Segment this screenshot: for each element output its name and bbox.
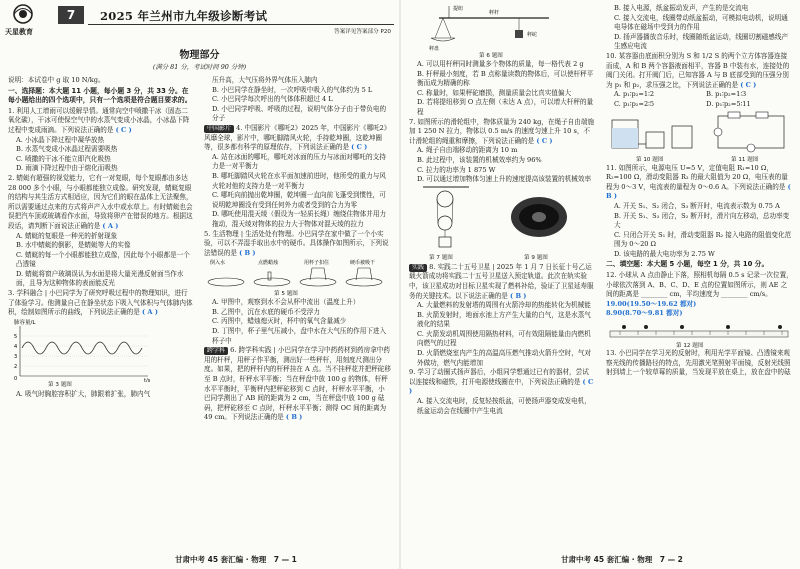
right-column-2 xyxy=(606,4,793,378)
option: B. 开关 S₁、S₃ 闭合，S₂ 断开时，滑片向左移动，总功率变大 xyxy=(614,211,790,230)
question-11-stem: 11. 如图所示，电源电压 U=5 V，定值电阻 R₁=10 Ω，R₂=100 Ω，滑动变阻器 R₃ 的最大阻值为 20 Ω，电压表的量程为 0～3 V，电流表的量程为 0～0.6 A。下列说法正确的是 ( B ) xyxy=(606,163,791,201)
answer-reference: 答案详见答案部分 P20 xyxy=(333,29,391,35)
footer-title: 甘肃中考 45 套汇编 · 物理 xyxy=(561,555,653,564)
figures-7-9 xyxy=(409,185,595,263)
option: C. 小巴同学每次呼出的气体体积超过 4 L xyxy=(212,95,333,104)
figure-5-caption: 第 5 题图 xyxy=(274,291,298,298)
question-4-stem: 中国影片 4. 中国影片《哪吒2》2025 年，中国影片《哪吒2》风靡全球，影片中，哪吒脚踏风火轮，手持乾坤圈，这乾坤圈等，很多都有科学的原理依存，下列说法正确的是 ( C ) xyxy=(204,123,391,152)
question-5 xyxy=(204,230,391,347)
option: C. 接入交流电，线圈带动纸盆振动，可模拟电动机，说明通电导体在磁场中受到力的作用 xyxy=(614,13,788,32)
containers-and-circuit-figure xyxy=(606,110,792,154)
option: C. 喷撒的干冰不能立即汽化吸热 xyxy=(16,154,111,163)
brand-name: 天星教育 xyxy=(5,28,33,36)
option: D. 可以通过增加物体匀速上升的速度提高该装置的机械效率 xyxy=(417,175,592,184)
question-6-stem: 跨学科 6. 跨学科实践 | 小巴同学在学习中药药材到药房拿中药用的杆秤，用秤子作平衡，测出好一些秤杆，用刻度尺测出分度。如果，把的秤杆内的杆秤挂在 A 点。当不挂秤花并把秤砣移至 B 点时，杆秤水平平衡；当在秤盘中放 100 g 的物体，杆秤水平平衡时，平衡秤内把秤砣移到 C 点时，杆秤水平平衡，小巴同学测出了 AB 间的距离为 2 cm，当在秤盘中放 100 g 砝码，把秤砣移至 C 点时，杆秤水平平衡；测得 OC 间的距离为 49 cm。下列说法正确的是 ( B ) xyxy=(204,346,391,422)
option: B. 接入电源，纸盆振动发声，产生的是交流电 xyxy=(614,4,749,12)
answer-4: C xyxy=(356,143,362,152)
figure-label: 秤杆 xyxy=(489,10,500,16)
page-left xyxy=(0,0,399,569)
question-12 xyxy=(606,271,793,349)
right-column-1 xyxy=(409,4,595,416)
option: D. 哪吒使用混天绫（假设为一轻质长绳）缠绕住物体并用力拖动，混天绫对物体的拉力大于物体对混天绫的拉力 xyxy=(212,210,387,228)
option: B. 水中蜻蜓的倒影，是蜻蜓等大的实像 xyxy=(16,241,131,250)
option: A. 吸气时胸腔容积扩大，肺跟着扩张，肺内气 xyxy=(16,389,151,398)
question-13-stem: 13. 小巴同学在学习光的反射时，利用光学平面镜、凸透镜来观察光线的传播路径的特点，先用激光笔照射平面镜，反射光线照射到墙上一个较草莓的质量，当发现平放在桌上，放在盘中的砝 xyxy=(606,349,791,377)
question-3 xyxy=(8,289,194,399)
figure-label: 提纽 xyxy=(453,6,464,12)
option: B. 火箭发射时，地面水池上方产生大量的白气，这是水蒸气液化的结果 xyxy=(417,310,591,329)
question-11 xyxy=(606,164,793,260)
tick-label: t/s xyxy=(144,377,151,382)
option: A. 可以用杆秤同时测量多个物体的质量，每一格代表 2 g xyxy=(417,60,584,68)
page-number: 7 — 2 xyxy=(659,555,683,564)
answer-8: B xyxy=(515,291,522,300)
question-8 xyxy=(409,263,595,369)
option: D. 该电路的最大电功率为 2.75 W xyxy=(614,249,715,258)
tick-label: 5 xyxy=(14,333,18,340)
logo-icon xyxy=(8,3,38,25)
option: A. 绳子自由端移动的距离为 10 m xyxy=(417,146,518,155)
option-continued: 压升高，大气压将外界气体压入肺内 xyxy=(212,76,318,84)
answer-7: C xyxy=(541,136,548,145)
left-column-2 xyxy=(204,76,391,423)
option: B. 水蒸气变成小冰晶过程需要吸热 xyxy=(16,145,118,154)
figure-7-caption: 第 7 题图 xyxy=(429,254,453,261)
option: C. 丙图中，蜡烛熄灭时，杯中的氧气含量减少 xyxy=(212,317,347,326)
option: C. p₁∶p₂=2∶5 xyxy=(614,99,655,108)
figure-6-caption: 第 6 题图 xyxy=(479,53,503,59)
figure-label: 秤砣 xyxy=(527,32,538,38)
figure-3-caption: 第 3 题图 xyxy=(48,381,72,388)
question-8-stem: 实践 8. 实践二十五号卫星 | 2025 年 1 月 7 日长征十号乙运载火箭成功将实践二十五号卫星送入预定轨道。此次在轨实验中，该卫星成功对目标卫星实现了燃料补给，验证了卫星延寿服务的关键技术。以下说法正确的是 ( B ) xyxy=(409,262,594,300)
question-6 xyxy=(204,346,391,423)
tick-label: 4 xyxy=(14,343,18,350)
option: A. 接入交流电时，反复轻按纸盆，可使扬声器变成发电机，纸盆运动会在线圈中产生电流 xyxy=(417,397,591,415)
question-5-stem: 5. 生活物理 | 生活处处有物理。小巴同学在家中做了一个小实验，可以不弄湿手取出水中的硬币。具体操作如图所示，下列说法错误的是 ( B ) xyxy=(204,229,389,257)
figure-label: 用杯子扣住 xyxy=(304,260,330,267)
ruler-figure xyxy=(606,319,792,341)
answer-1: C xyxy=(121,125,127,134)
answer-5: B xyxy=(244,248,251,257)
lung-volume-chart xyxy=(8,318,158,382)
answer-11: B xyxy=(606,192,612,201)
question-10 xyxy=(606,52,793,164)
option: A. 大量燃料的发射塔的周围有火箭冷却的热能转化为机械能 xyxy=(417,301,591,310)
figures-10-11 xyxy=(606,110,793,164)
topic-tag: 实践 xyxy=(409,264,427,272)
option: A. 甲图中，观察到水不会从杯中流出（温度上升） xyxy=(212,298,360,307)
question-9-stem: 9. 学习了动圈式扬声器后，小组同学想通过已有的器材，尝试以连接线和磁铁，打开电源使线圈在中，下列说法正确的是 ( C ) xyxy=(409,368,594,396)
option: D. 雨滴下降过程中由于熔化而吸热 xyxy=(16,164,118,173)
question-7 xyxy=(409,118,595,263)
option: A. 蜻蜓的复眼是一种光的折射现象 xyxy=(16,231,118,240)
option: D. p₁∶p₂=5∶11 xyxy=(706,99,751,108)
page-right xyxy=(401,0,800,569)
option: B. 哪吒脚踏风火轮在水平面加速前进时，他所受的重力与风火轮对他的支持力是一对平衡力 xyxy=(212,171,386,190)
exam-title: 2025 年兰州市九年级诊断考试 xyxy=(100,9,268,23)
option: C. 哪吒向前抛出乾坤圈，乾坤圈一直向前飞蓬受到惯性，可说明乾坤圈没有受到任何外力或者受到的合力为零 xyxy=(212,191,386,209)
option: C. 拉力的功率为 1 875 W xyxy=(417,165,496,174)
figure-11-caption: 第 11 题图 xyxy=(731,156,759,163)
question-1 xyxy=(8,107,194,174)
option: B. p₁∶p₂=1∶3 xyxy=(706,90,747,99)
figure-label: 硬币被吸干 xyxy=(350,260,376,267)
question-12-answer-2: 8.90(8.70～9.81 都对) xyxy=(606,309,683,318)
figure-3 xyxy=(8,318,194,390)
question-13 xyxy=(606,349,793,378)
figure-10-caption: 第 10 题图 xyxy=(636,156,664,163)
figure-label: 秤盘 xyxy=(429,46,440,52)
answer-10: C xyxy=(745,80,751,89)
option: A. 开关 S₁、S₂ 闭合，S₃ 断开时，电流表示数为 0.75 A xyxy=(614,201,780,210)
question-9 xyxy=(409,368,595,416)
question-3-stem: 3. 学科融合 | 小巴同学为了研究呼吸过程中的物理知识，进行了体验学习。他测量自己在静坐状态下吸入气体积与气体肺内体积，绘制如图所示的曲线，下列说法正确的是 ( A ) xyxy=(8,289,193,317)
option: D. 蜻蜓将窗户玻璃误认为水面是将大量光漫反射面当作水面，且导为这种物体的表面能反光 xyxy=(16,269,184,288)
question-2-stem: 2. 蜻蜓有超强的视觉能力，它有一对复眼，每个复眼都由多达 28 000 多个小眼，与小眼都能独立成像。研究发现，蜻蜓复眼的结构与其生活方式相适应，因为它们的眼在晶体上无法聚焦，所以需要通过点来的方式将声产入水中或水草上。有时蜻蜓也会误把汽车顶或玻璃看作水面，导致将卵产在错误的地方。根据这段话，请判断下面说法正确的是 ( A ) xyxy=(8,173,193,230)
option: C. 蜻蜓的每一个小眼都能独立成像，因此每个小眼都是一个凸透镜 xyxy=(16,250,190,269)
page-number: 7 — 1 xyxy=(273,555,297,564)
option: B. 乙图中，沉在水底的硬币不受浮力 xyxy=(212,307,320,316)
option: D. 若将提纽移到 O 点左侧（未达 A 点），可以增大杆秤的量程 xyxy=(417,98,594,116)
set-number: 7 xyxy=(66,8,76,22)
coin-experiment-figure xyxy=(204,258,389,290)
chart-ylabel: 肺容量/L xyxy=(14,319,36,326)
question-1-stem: 1. 利用人工增雨可以缓解旱情。通常向空中喷撒干冰（固态二氧化碳），干冰可使保空气中的水蒸气变成小冰晶，小冰晶下降过程中变成雨滴。下列说法正确的是 ( C ) xyxy=(8,106,190,134)
option: D. 火箭燃烧室内产生的高温高压燃气推动火箭升空时，气对外做功，燃气内能增加 xyxy=(417,349,592,367)
question-10-options xyxy=(606,90,793,109)
figure-label: 倒入水 xyxy=(210,260,226,267)
header xyxy=(0,0,399,40)
exam-meta: (满分 81 分，考试时间 90 分钟) xyxy=(152,63,247,71)
figure-12-caption: 第 12 题图 xyxy=(676,343,704,350)
option: D. 丁图中，杯子里气压减小，盘中水在大气压的作用下进入杯子中 xyxy=(212,327,387,345)
topic-tag: 跨学科 xyxy=(204,347,228,355)
answer-9: C xyxy=(587,377,594,386)
question-7-stem: 7. 如图所示的滑轮组中，物体质量为 240 kg，在绳子自由端施加 1 250 N 拉力，物体以 0.5 m/s 的速度匀速上升 10 s，不计滑轮组的绳重和摩擦，下列说法正确的是 ( C ) xyxy=(409,117,595,145)
footer-right xyxy=(561,554,683,565)
question-4 xyxy=(204,124,391,230)
logo xyxy=(5,3,38,36)
footer-left xyxy=(175,554,297,565)
option: B. 杆秤最小刻度，若 B 点称量读数的物体后，可以使杆秤平衡而成为精确的称 xyxy=(417,69,594,88)
option: C. 只闭合开关 S₁ 时，滑动变阻器 R₂ 接入电路的阻值变化范围为 0～20 Ω xyxy=(614,230,792,249)
steelyard-figure xyxy=(409,4,559,52)
footer-title: 甘肃中考 45 套汇编 · 物理 xyxy=(175,555,267,564)
option: A. 站在冰面的哪吒，哪吒对冰面的压力与冰面对哪吒的支持力是一对平衡力 xyxy=(212,152,386,171)
option: C. 称量时，如果秤砣磨损，测量质量会比真实值偏大 xyxy=(417,88,572,97)
section-title: 物理部分 xyxy=(179,50,220,61)
title-rule xyxy=(88,24,394,25)
option: B. 小巴同学在静坐时，一次呼吸中吸入的气体约为 5 L xyxy=(212,85,373,94)
figure-5 xyxy=(204,258,391,298)
figure-12 xyxy=(606,319,793,349)
breathing-curve xyxy=(22,342,142,354)
question-2 xyxy=(8,174,194,289)
answer-6: B xyxy=(291,413,297,422)
question-12-stem: 12. 小球从 A 点由静止下落，照相机每隔 0.5 s 记录一次位置，小球依次落到 A、B、C、D、E 点的位置如图所示，则 AE 之间的距离是 ________ cm，平均速度为 ________ cm/s。 xyxy=(606,271,793,299)
option: A. p₁∶p₂=1∶2 xyxy=(614,90,655,99)
topic-tag: 中国影片 xyxy=(204,125,234,133)
tick-label: 2 xyxy=(14,363,18,370)
option: B. 此过程中，该装置的机械效率约为 96% xyxy=(417,155,542,164)
figure-9-caption: 第 9 题图 xyxy=(524,254,548,261)
option: D. 小巴同学呼吸、呼吸的过程，说明气体分子由于带负电的分子 xyxy=(212,104,387,123)
figure-label: 点燃蜡烛 xyxy=(258,260,279,267)
part1-title: 一、选择题：本大题 11 小题，每小题 3 分，共 33 分。在每小题给出的四个选项中，只有一个选项是符合题目要求的。 xyxy=(8,86,192,105)
option: A. 小冰晶下降过程中凝华放热 xyxy=(16,135,105,144)
set-number-badge xyxy=(58,6,84,24)
part2-title: 二、填空题：本大题 5 小题，每空 1 分，共 10 分。 xyxy=(606,260,769,269)
pulley-and-speaker-figure xyxy=(409,185,595,253)
question-12-answer-1: 19.00(19.50～19.62 都对) xyxy=(606,299,697,308)
answer-2: A xyxy=(107,221,113,230)
tick-label: 3 xyxy=(14,353,18,360)
option: C. 火箭发动机周围使用隔热材料，可有效阻隔能量由内燃机向燃气的过程 xyxy=(417,329,591,348)
note: 说明：本试卷中 g 取 10 N/kg。 xyxy=(8,76,105,84)
option: D. 扬声器播放音乐时，线圈随纸盆运动，线圈切割磁感线产生感应电流 xyxy=(614,32,789,51)
question-10-stem: 10. 某容器由底面积分别为 S 和 1/2 S 的两个立方体容器连接而成，A 和 B 两个容器液面相平，容器 B 中装有水，连接处的阀门关闭。打开阀门后，已知容器 A 与 B 底部受到的压强分别为 p₁ 和 p₂，求压强之比，下列说法正确的是 ( C ) xyxy=(606,51,790,89)
figure-6 xyxy=(409,4,595,60)
left-column-1 xyxy=(8,76,194,399)
tick-label: 0 xyxy=(14,375,18,382)
answer-3: A xyxy=(147,308,153,317)
